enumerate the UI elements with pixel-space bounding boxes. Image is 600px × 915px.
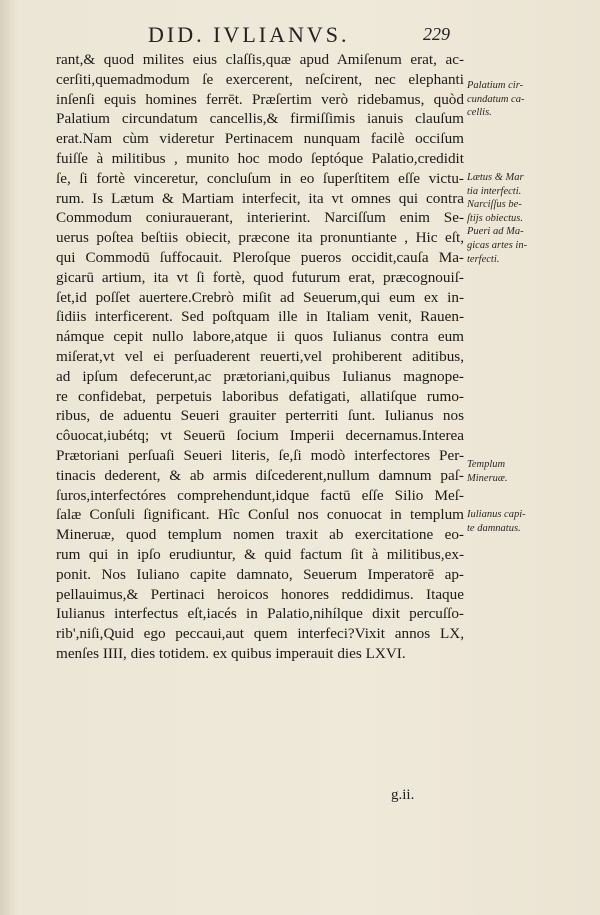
text-line: rum qui in ipſo erudiuntur, & quid factum ſit à militibus,ex-: [56, 545, 464, 563]
margin-note-laetus: [467, 171, 527, 266]
signature-mark: g.ii.: [391, 787, 415, 803]
text-line: ſidiis interficerent. Sed poſtquam ille in Italiam venit, Rauen-: [56, 308, 464, 326]
text-line: ponit. Nos Iuliano capite damnato, Seuerum Imperatorē ap-: [56, 565, 464, 583]
text-line: fuiſſe à militibus , munito hoc modo ſeptóque Palatio,credidit: [56, 149, 464, 167]
margin-note-line: terfecti.: [467, 253, 500, 265]
text-line: ſalæ Conſuli ſignificant. Hîc Conſul nos conuocat in templum: [56, 506, 464, 524]
margin-note-line: Mineruæ.: [467, 472, 508, 484]
margin-note-line: gicas artes in-: [467, 239, 528, 251]
page-number: 229: [423, 24, 450, 44]
text-line: miſerat,vt vel ei perſuaderent reuerti,vel prohiberent aditibus,: [56, 347, 464, 365]
text-line: ſe, ſi fortè vinceretur, concluſum in eo ſuperſtitem eſſe victu-: [56, 169, 464, 187]
margin-note-line: tia interfecti.: [467, 185, 522, 197]
margin-note-line: Palatium cir-: [467, 80, 524, 91]
margin-note-line: Narciſſus be-: [467, 199, 522, 211]
text-line: ſuros,interfectóres comprehendunt,idque factū eſſe Silio Meſ-: [56, 486, 464, 504]
text-line: erat.Nam cùm videretur Pertinacem nunquam facilè occiſum: [56, 130, 464, 148]
margin-note-palatium: [467, 79, 524, 120]
text-line: re confidebat, perpetuis laboribus defatigati, allatiſque rumo-: [56, 387, 464, 405]
text-line: Palatium circundatum cancellis,& firmiſſimis ianuis clauſum: [56, 110, 464, 128]
text-line: ribus, de aduentu Seueri grauiter perterriti ſunt. Iulianus nos: [56, 407, 464, 425]
margin-note-line: cellis.: [467, 107, 492, 119]
margin-note-line: cundatum ca-: [467, 93, 525, 105]
text-line: qui Commodū ſuffocauit. Pleroſque pueros occidit,cauſa Ma-: [56, 248, 464, 266]
margin-note-line: Lætus & Mar: [467, 172, 524, 183]
text-line: ſet,id poſſet auertere.Crebrò miſit ad Seuerum,qui eum ex in-: [56, 288, 464, 306]
running-title: DID. IVLIANVS.: [148, 22, 350, 47]
text-line: rant,& quod milites eius claſſis,quæ apud Amiſenum erat, ac-: [56, 51, 464, 68]
margin-note-templum: [467, 458, 508, 485]
margin-note-line: te damnatus.: [467, 522, 521, 534]
text-line: rib',niſi,Quid ego peccaui,aut quem interfeci?Vixit annos LX,: [56, 625, 464, 643]
text-line: cerſiti,quemadmodum ſe exercerent, neſcirent, nec elephanti: [56, 70, 464, 88]
margin-note-line: Pueri ad Ma-: [467, 226, 524, 238]
text-line: Commodum coniurauerant, interierint. Narciſſum enim Se-: [56, 209, 464, 227]
margin-note-line: Iulianus capi-: [467, 509, 526, 520]
body-text: [56, 50, 464, 664]
margin-note-iulianus: [467, 508, 526, 535]
text-line: ad ipſum defecerunt,ac prætoriani,quibus Iulianus magnope-: [56, 367, 464, 385]
text-line: námque cepit nullo labore,atque ii quos Iulianus contra eum: [56, 328, 464, 346]
text-line: Mineruæ, quod templum nomen traxit ab exercitatione eo-: [56, 526, 464, 544]
text-line: Iulianus interfectus eſt,iacés in Palatio,nihílque dixit percuſſo-: [56, 605, 464, 623]
margin-note-line: Templum: [467, 459, 506, 470]
running-head: [0, 18, 600, 48]
text-line: inſenſi equis homines ferrēt. Præſertim verò ridebamus, quòd: [56, 90, 464, 108]
text-line: côuocat,iubétq; vt Seuerū ſocium Imperii decernamus.Interea: [56, 427, 464, 445]
text-line: tinacis dederent, & ab armis diſcederent,nullum damnum paſ-: [56, 466, 464, 484]
text-line: rum. Is Lætum & Martiam interfecit, ita vt omnes qui contra: [56, 189, 464, 207]
text-line: uerus poſtea beſtiis obiecit, præcone ita pronuntiante , Hic eſt,: [56, 229, 464, 247]
margin-note-line: ſtijs obiectus.: [467, 212, 523, 224]
text-line: Prætoriani perſuaſi Seueri literis, ſe,ſi modò interfectores Per-: [56, 446, 464, 464]
text-line: pellauimus,& Pertinaci heroicos honores reddidimus. Itaque: [56, 585, 464, 603]
text-line: menſes IIII, dies totidem. ex quibus imperauit dies LXVI.: [56, 644, 406, 662]
text-line: gicarū artium, ita vt ſi fortè, quod futurum erat, præcognouiſ-: [56, 268, 464, 286]
